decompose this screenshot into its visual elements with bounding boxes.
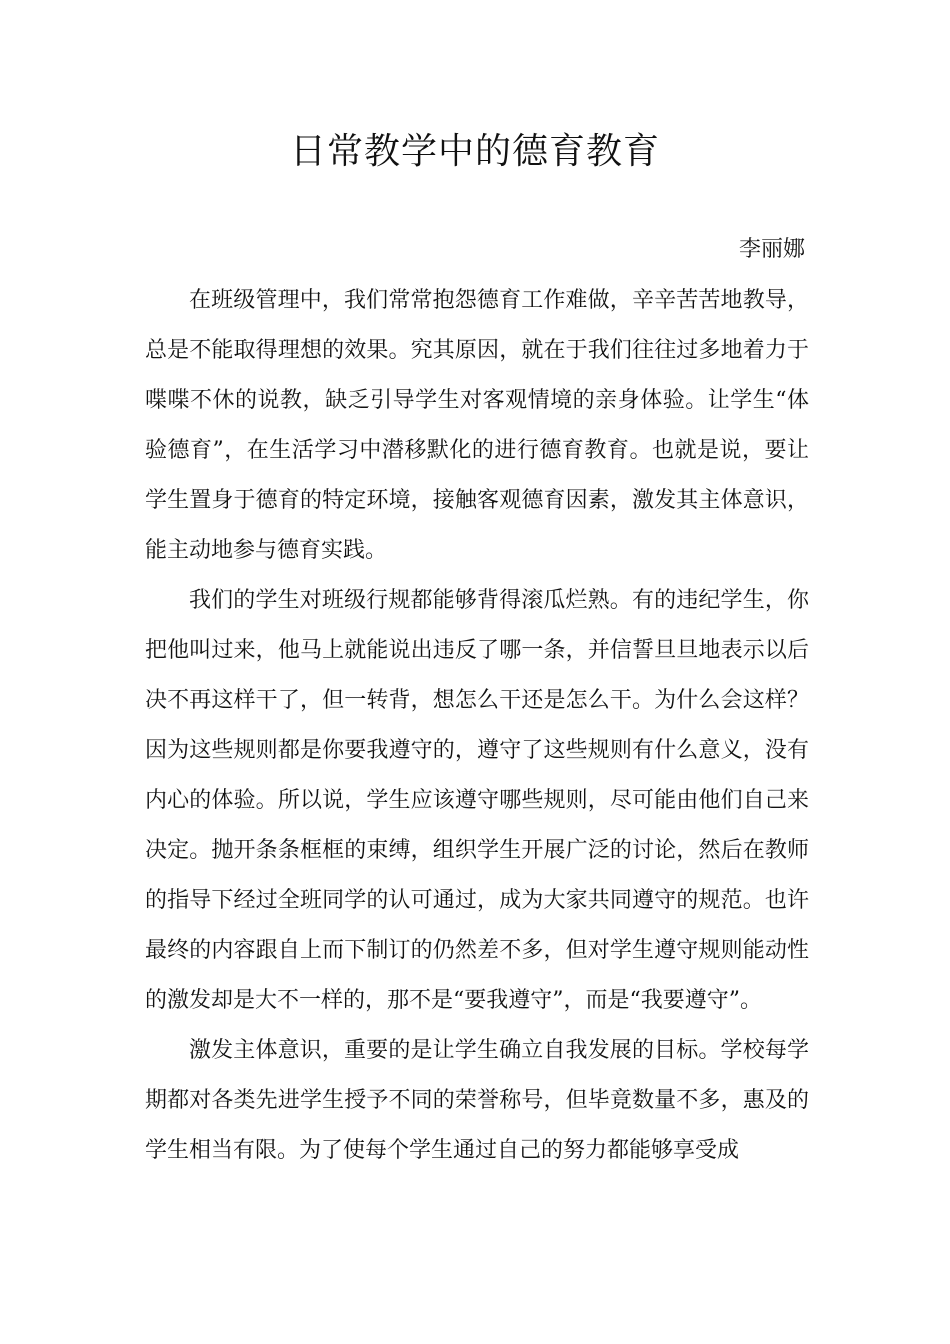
paragraph-2: 我们的学生对班级行规都能够背得滚瓜烂熟。有的违纪学生，你把他叫过来，他马上就能说出违反了哪一条，并信誓旦旦地表示以后决不再这样干了，但一转背，想怎么干还是怎么干。为什么会这样？因为这些规则都是你要我遵守的，遵守了这些规则有什么意义，没有内心的体验。所以说，学生应该遵守哪些规则，尽可能由他们自己来决定。抛开条条框框的束缚，组织学生开展广泛的讨论，然后在教师的指导下经过全班同学的认可通过，成为大家共同遵守的规范。也许最终的内容跟自上而下制订的仍然差不多，但对学生遵守规则能动性的激发却是大不一样的，那不是“要我遵守”，而是“我要遵守”。: [145, 588, 809, 1013]
author-name: 李丽娜: [738, 237, 805, 262]
document-body: [145, 276, 809, 1176]
document-title: 日常教学中的德育教育: [289, 131, 660, 172]
paragraph-3: 激发主体意识，重要的是让学生确立自我发展的目标。学校每学期都对各类先进学生授予不同的荣誉称号，但毕竟数量不多，惠及的学生相当有限。为了使每个学生通过自己的努力都能够享受成: [145, 1038, 809, 1163]
paragraph-1: 在班级管理中，我们常常抱怨德育工作难做，辛辛苦苦地教导，总是不能取得理想的效果。究其原因，就在于我们往往过多地着力于喋喋不休的说教，缺乏引导学生对客观情境的亲身体验。让学生“体验德育”，在生活学习中潜移默化的进行德育教育。也就是说，要让学生置身于德育的特定环境，接触客观德育因素，激发其主体意识，能主动地参与德育实践。: [145, 288, 809, 563]
